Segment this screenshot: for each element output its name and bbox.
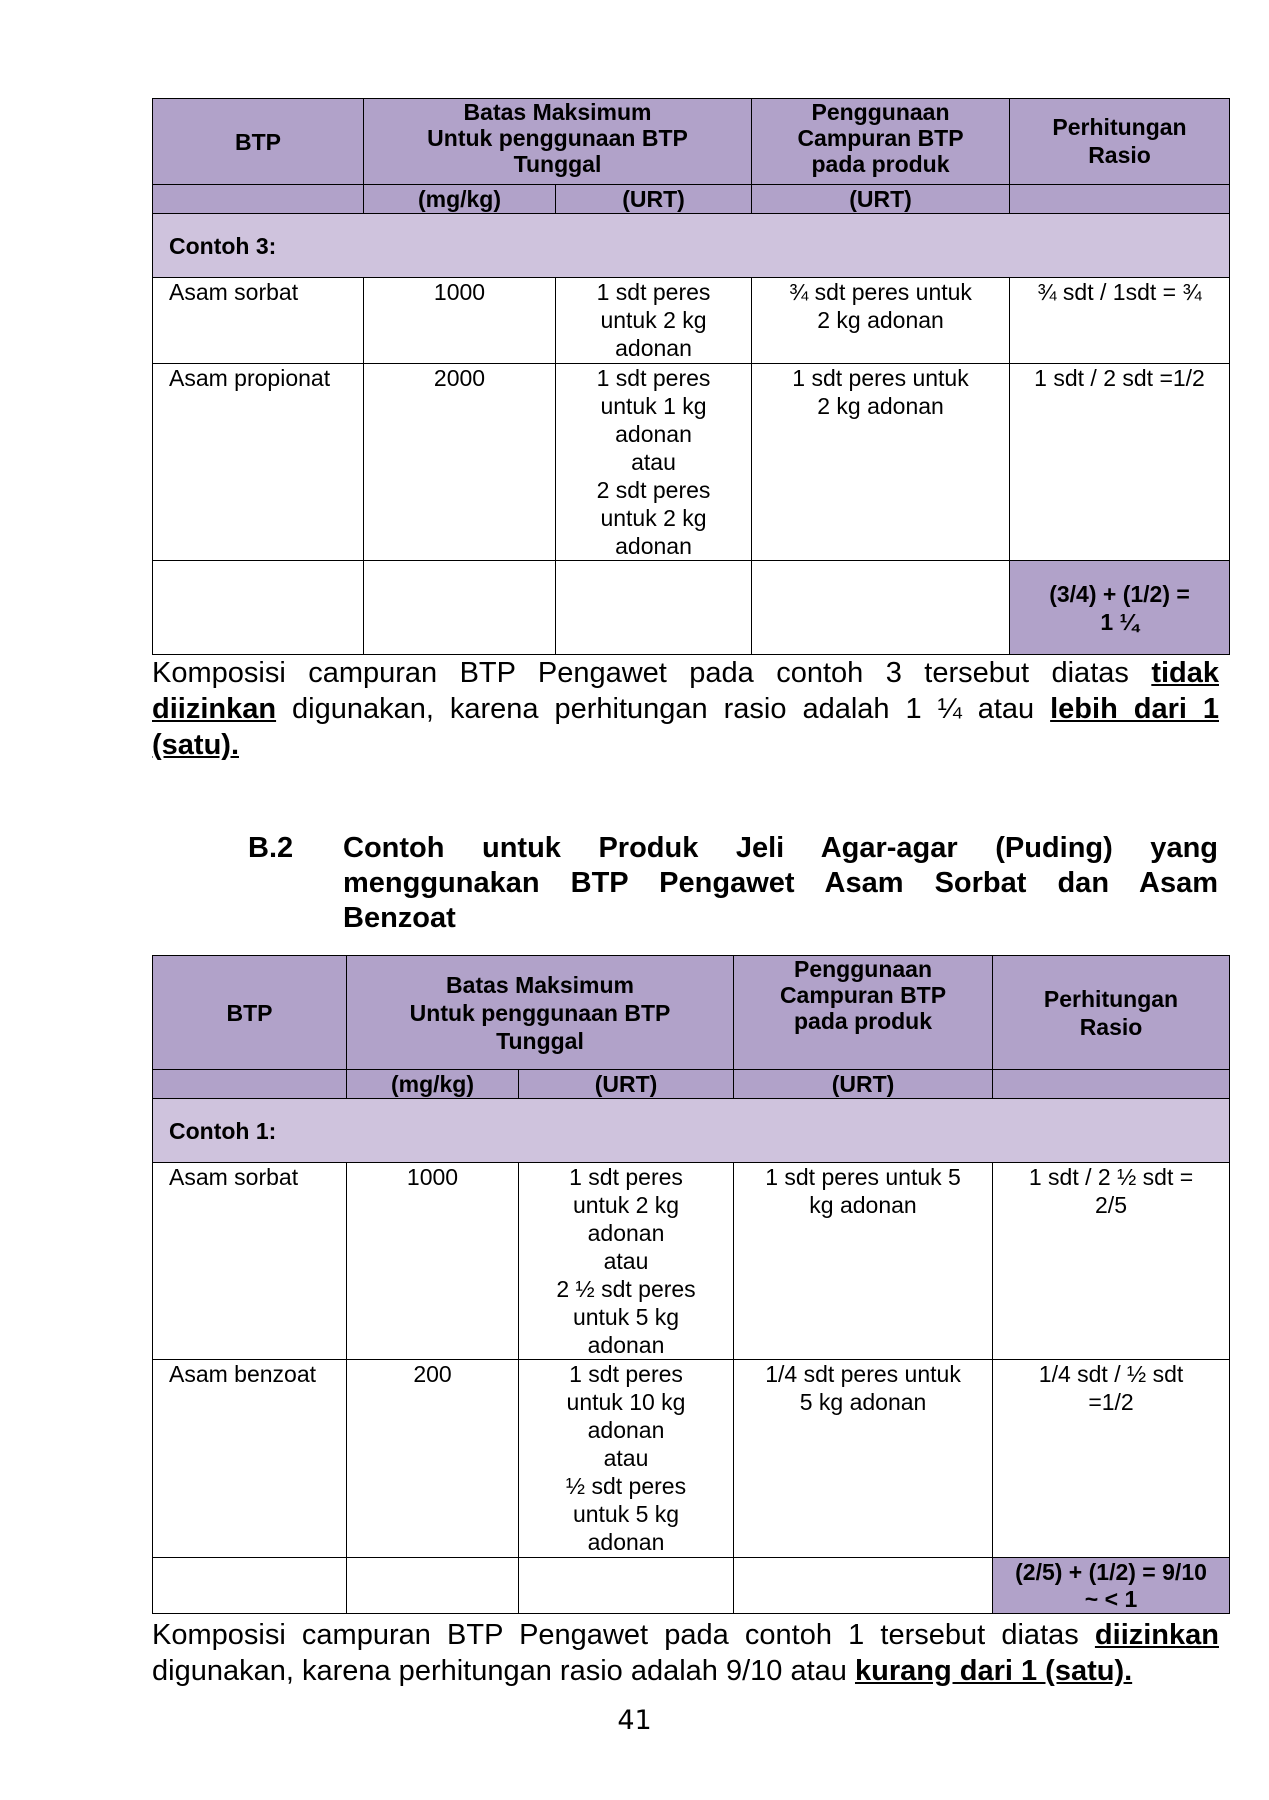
cell-campuran: 1 sdt peres untuk 5 kg adonan	[734, 1163, 993, 1360]
cell-total-rasio: (2/5) + (1/2) = 9/10 ~ < 1	[993, 1558, 1230, 1614]
header-unit-mg: (mg/kg)	[347, 1070, 519, 1099]
header-batas-maksimum: Batas Maksimum Untuk penggunaan BTP Tunggal	[347, 956, 734, 1070]
table-row-total	[153, 1558, 1230, 1614]
header-unit-blank	[993, 1070, 1230, 1099]
section-number: B.2	[248, 832, 294, 864]
header-unit-mg: (mg/kg)	[364, 185, 556, 214]
header-penggunaan-campuran: Penggunaan Campuran BTP pada produk	[734, 956, 993, 1070]
table-row	[153, 1163, 1230, 1360]
cell-rasio: 1 sdt / 2 ½ sdt = 2/5	[993, 1163, 1230, 1360]
cell-rasio: 1/4 sdt / ½ sdt =1/2	[993, 1360, 1230, 1558]
header-unit-blank	[153, 1070, 347, 1099]
header-batas-maksimum: Batas Maksimum Untuk penggunaan BTP Tunggal	[364, 99, 752, 185]
cell-btp: Asam benzoat	[153, 1360, 347, 1558]
cell-total-rasio: (3/4) + (1/2) = 1 ¼	[1010, 561, 1230, 655]
table-row-total	[153, 561, 1230, 655]
header-btp: BTP	[153, 99, 364, 185]
cell-urt: 1 sdt peres untuk 10 kg adonan atau ½ sdt peres untuk 5 kg adonan	[519, 1360, 734, 1558]
table-row	[153, 364, 1230, 561]
header-unit-urt-campuran: (URT)	[752, 185, 1010, 214]
table-contoh-1	[152, 955, 1230, 1614]
table-row	[153, 1360, 1230, 1558]
cell-mg: 200	[347, 1360, 519, 1558]
cell-urt: 1 sdt peres untuk 2 kg adonan	[556, 278, 752, 364]
header-btp: BTP	[153, 956, 347, 1070]
cell-campuran: ¾ sdt peres untuk 2 kg adonan	[752, 278, 1010, 364]
contoh-label: Contoh 1:	[153, 1099, 1230, 1163]
header-perhitungan-rasio: Perhitungan Rasio	[1010, 99, 1230, 185]
paragraph-contoh-3: Komposisi campuran BTP Pengawet pada contoh 3 tersebut diatas tidak diizinkan digunakan, karena perhitungan rasio adalah 1 ¼ atau lebih dari 1 (satu).	[152, 657, 1219, 761]
cell-urt: 1 sdt peres untuk 1 kg adonan atau 2 sdt peres untuk 2 kg adonan	[556, 364, 752, 561]
cell-btp: Asam propionat	[153, 364, 364, 561]
header-penggunaan-campuran: Penggunaan Campuran BTP pada produk	[752, 99, 1010, 185]
cell-mg: 2000	[364, 364, 556, 561]
cell-rasio: 1 sdt / 2 sdt =1/2	[1010, 364, 1230, 561]
cell-urt: 1 sdt peres untuk 2 kg adonan atau 2 ½ sdt peres untuk 5 kg adonan	[519, 1163, 734, 1360]
table-contoh-3	[152, 98, 1230, 655]
page-number: 41	[617, 1705, 652, 1736]
cell-mg: 1000	[347, 1163, 519, 1360]
cell-btp: Asam sorbat	[153, 278, 364, 364]
header-perhitungan-rasio: Perhitungan Rasio	[993, 956, 1230, 1070]
cell-mg: 1000	[364, 278, 556, 364]
header-unit-urt: (URT)	[556, 185, 752, 214]
cell-rasio: ¾ sdt / 1sdt = ¾	[1010, 278, 1230, 364]
contoh-label: Contoh 3:	[153, 214, 1230, 278]
header-unit-blank	[153, 185, 364, 214]
cell-campuran: 1 sdt peres untuk 2 kg adonan	[752, 364, 1010, 561]
header-unit-urt: (URT)	[519, 1070, 734, 1099]
section-title: Contoh untuk Produk Jeli Agar-agar (Puding) yang menggunakan BTP Pengawet Asam Sorbat dan Asam Benzoat	[343, 832, 1218, 934]
cell-campuran: 1/4 sdt peres untuk 5 kg adonan	[734, 1360, 993, 1558]
paragraph-contoh-1: Komposisi campuran BTP Pengawet pada contoh 1 tersebut diatas diizinkan digunakan, karena perhitungan rasio adalah 9/10 atau kurang dari 1 (satu).	[152, 1619, 1219, 1687]
header-unit-urt-campuran: (URT)	[734, 1070, 993, 1099]
header-unit-blank	[1010, 185, 1230, 214]
table-row	[153, 278, 1230, 364]
cell-btp: Asam sorbat	[153, 1163, 347, 1360]
